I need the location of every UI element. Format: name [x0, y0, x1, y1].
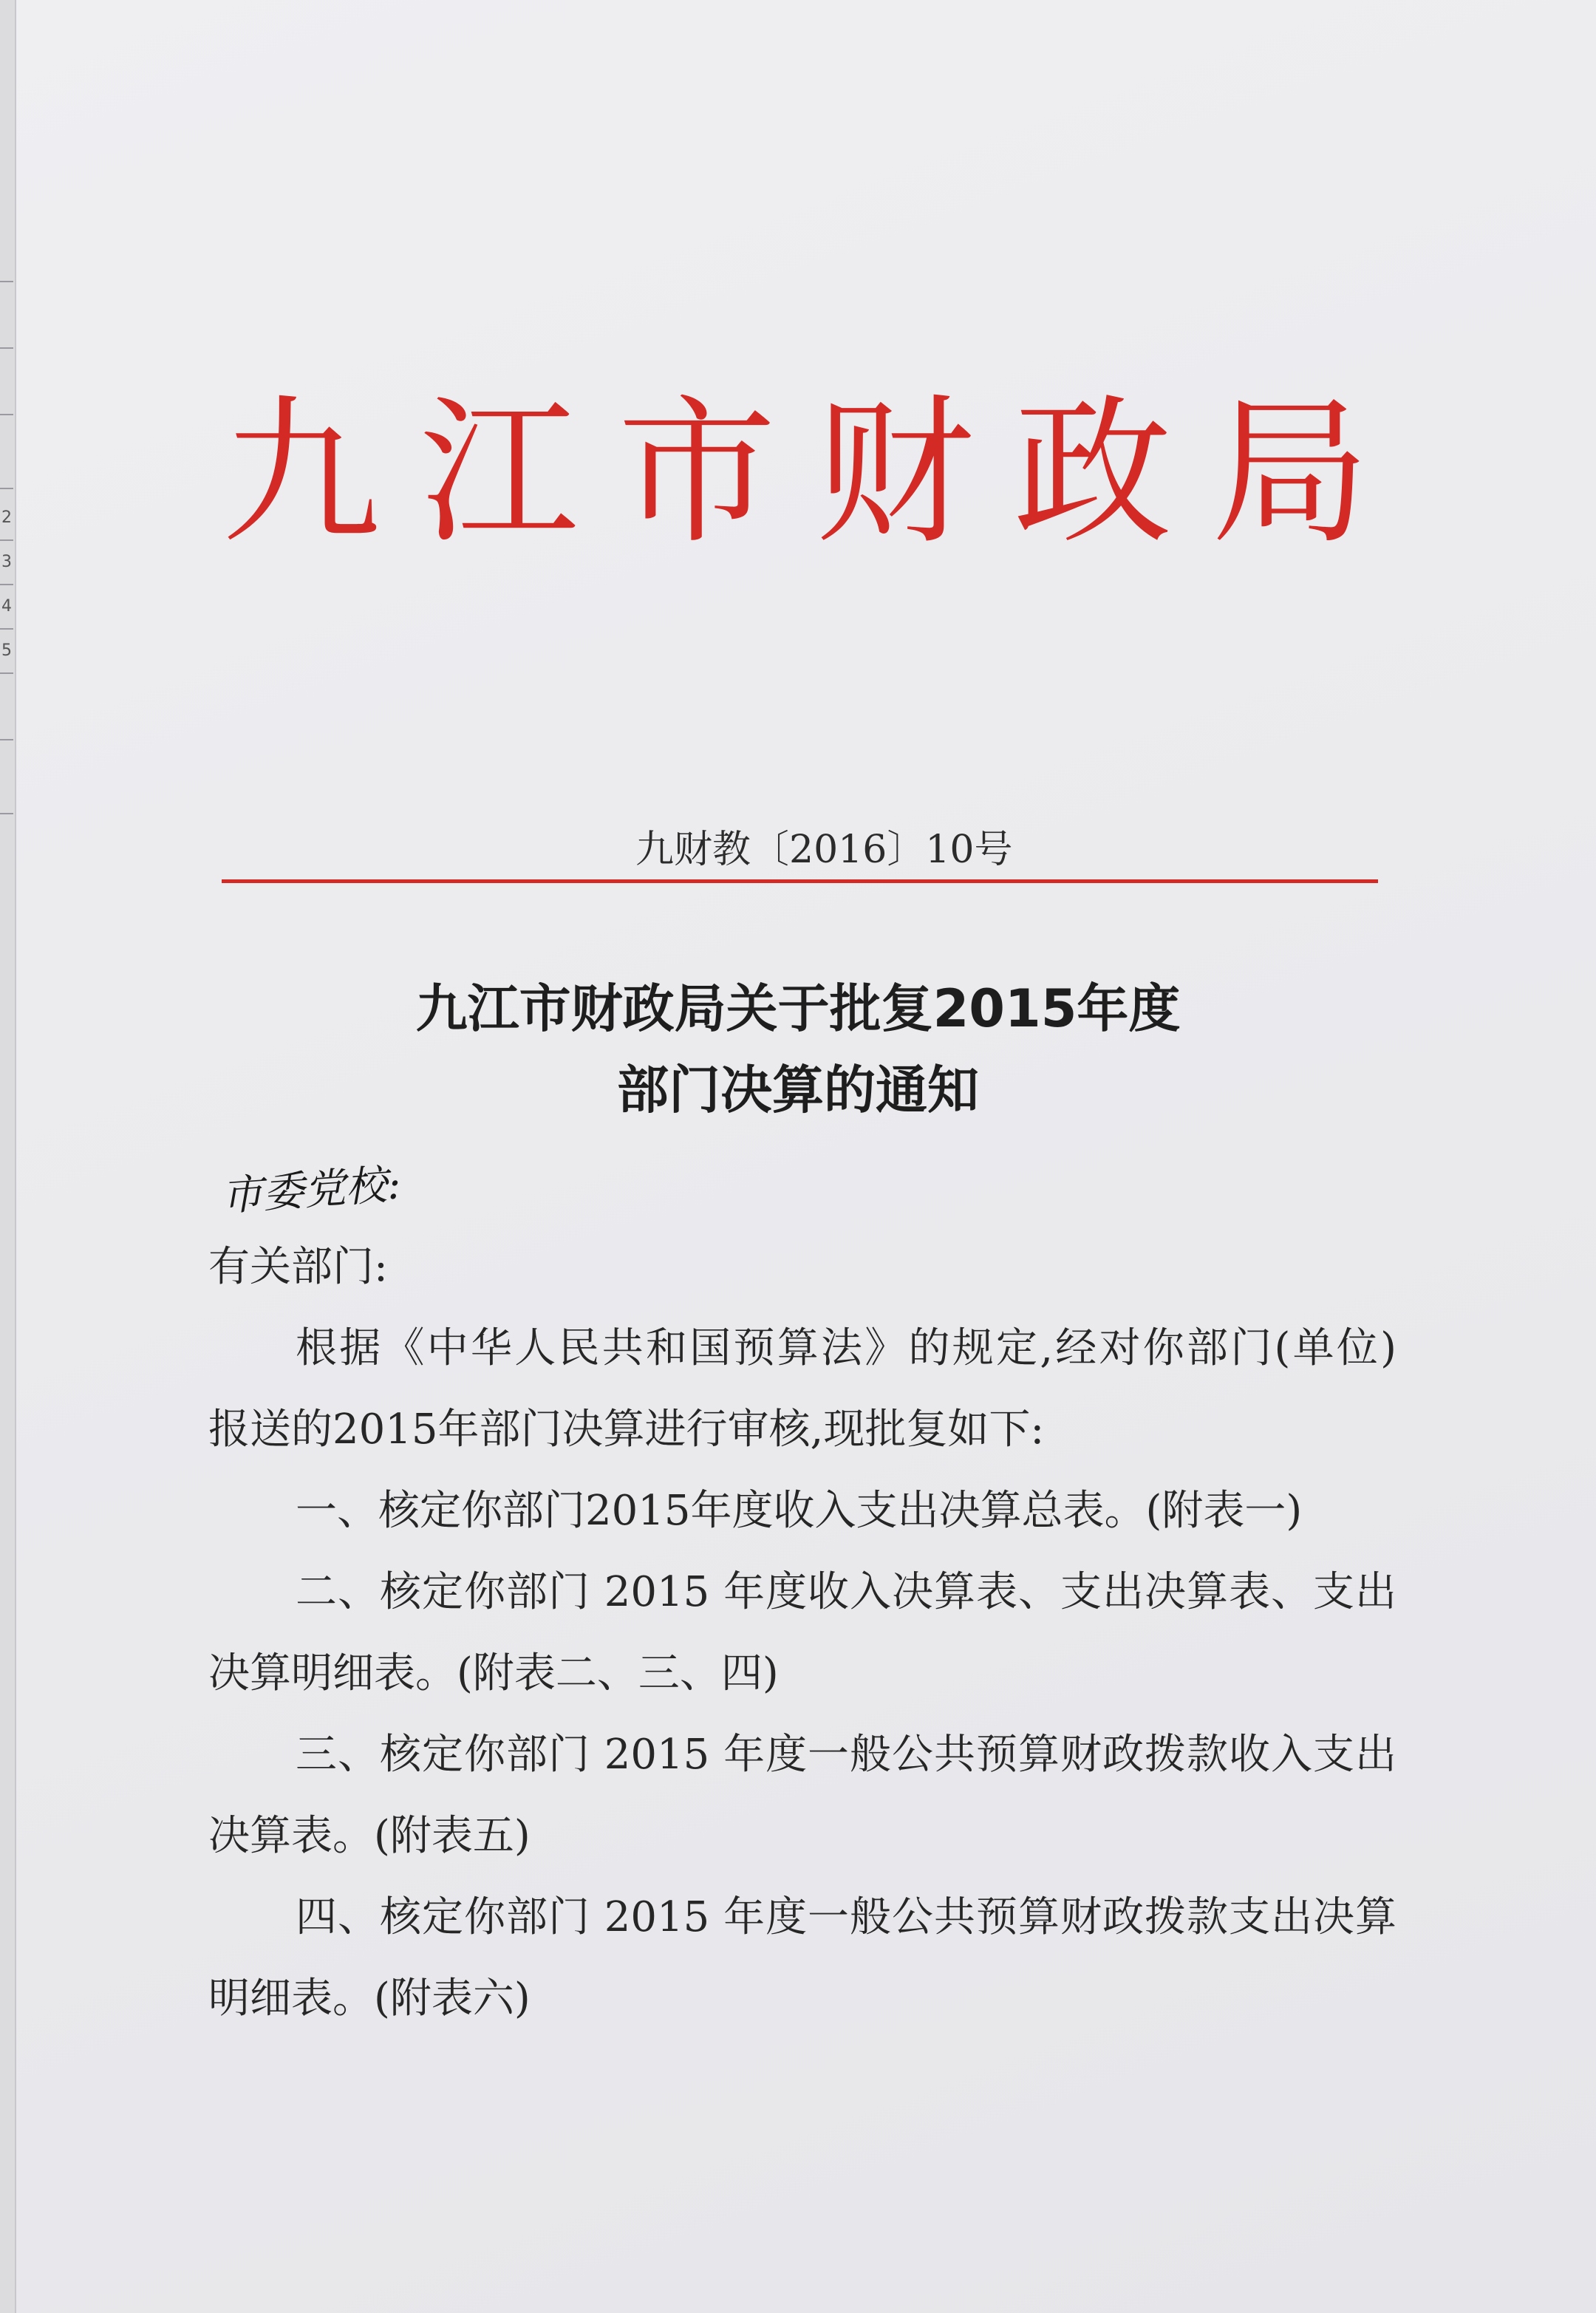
body-paragraph-line: 报送的2015年部门决算进行审核,现批复如下:: [208, 1406, 1045, 1454]
strip-line: [0, 539, 13, 541]
red-divider-rule: [222, 879, 1378, 883]
strip-number: 5: [1, 641, 12, 660]
body-item-3-line-2: 决算表。(附表五): [208, 1812, 531, 1860]
document-title-line-2: 部门决算的通知: [617, 1060, 979, 1120]
strip-line: [0, 813, 13, 814]
body-item-4-line-1: 四、核定你部门 2015 年度一般公共预算财政拨款支出决算: [296, 1893, 1396, 1941]
body-item-2-line-1: 二、核定你部门 2015 年度收入决算表、支出决算表、支出: [296, 1568, 1396, 1616]
document-title-line-1: 九江市财政局关于批复2015年度: [415, 978, 1181, 1039]
strip-line: [0, 414, 13, 415]
body-item-1: 一、核定你部门2015年度收入支出决算总表。(附表一): [296, 1487, 1303, 1535]
strip-number: 4: [1, 597, 12, 616]
body-item-3-line-1: 三、核定你部门 2015 年度一般公共预算财政拨款收入支出: [296, 1731, 1396, 1779]
document-number: 九财教〔2016〕10号: [635, 828, 1013, 872]
strip-line: [0, 628, 13, 630]
strip-line: [0, 584, 13, 585]
organization-masthead: 九江市财政局: [222, 380, 1374, 565]
strip-line: [0, 347, 13, 349]
strip-number: 2: [1, 508, 12, 527]
body-item-4-line-2: 明细表。(附表六): [208, 1975, 531, 2023]
body-item-2-line-2: 决算明细表。(附表二、三、四): [208, 1649, 779, 1697]
body-paragraph-line: 根据《中华人民共和国预算法》的规定,经对你部门(单位): [296, 1324, 1396, 1372]
strip-line: [0, 739, 13, 740]
strip-line: [0, 488, 13, 489]
strip-line: [0, 281, 13, 282]
handwritten-addressee: 市委党校:: [219, 1160, 403, 1221]
salutation: 有关部门:: [208, 1243, 388, 1291]
strip-line: [0, 672, 13, 674]
strip-number: 3: [1, 553, 12, 571]
adjacent-sheet-strip: [0, 0, 16, 2313]
